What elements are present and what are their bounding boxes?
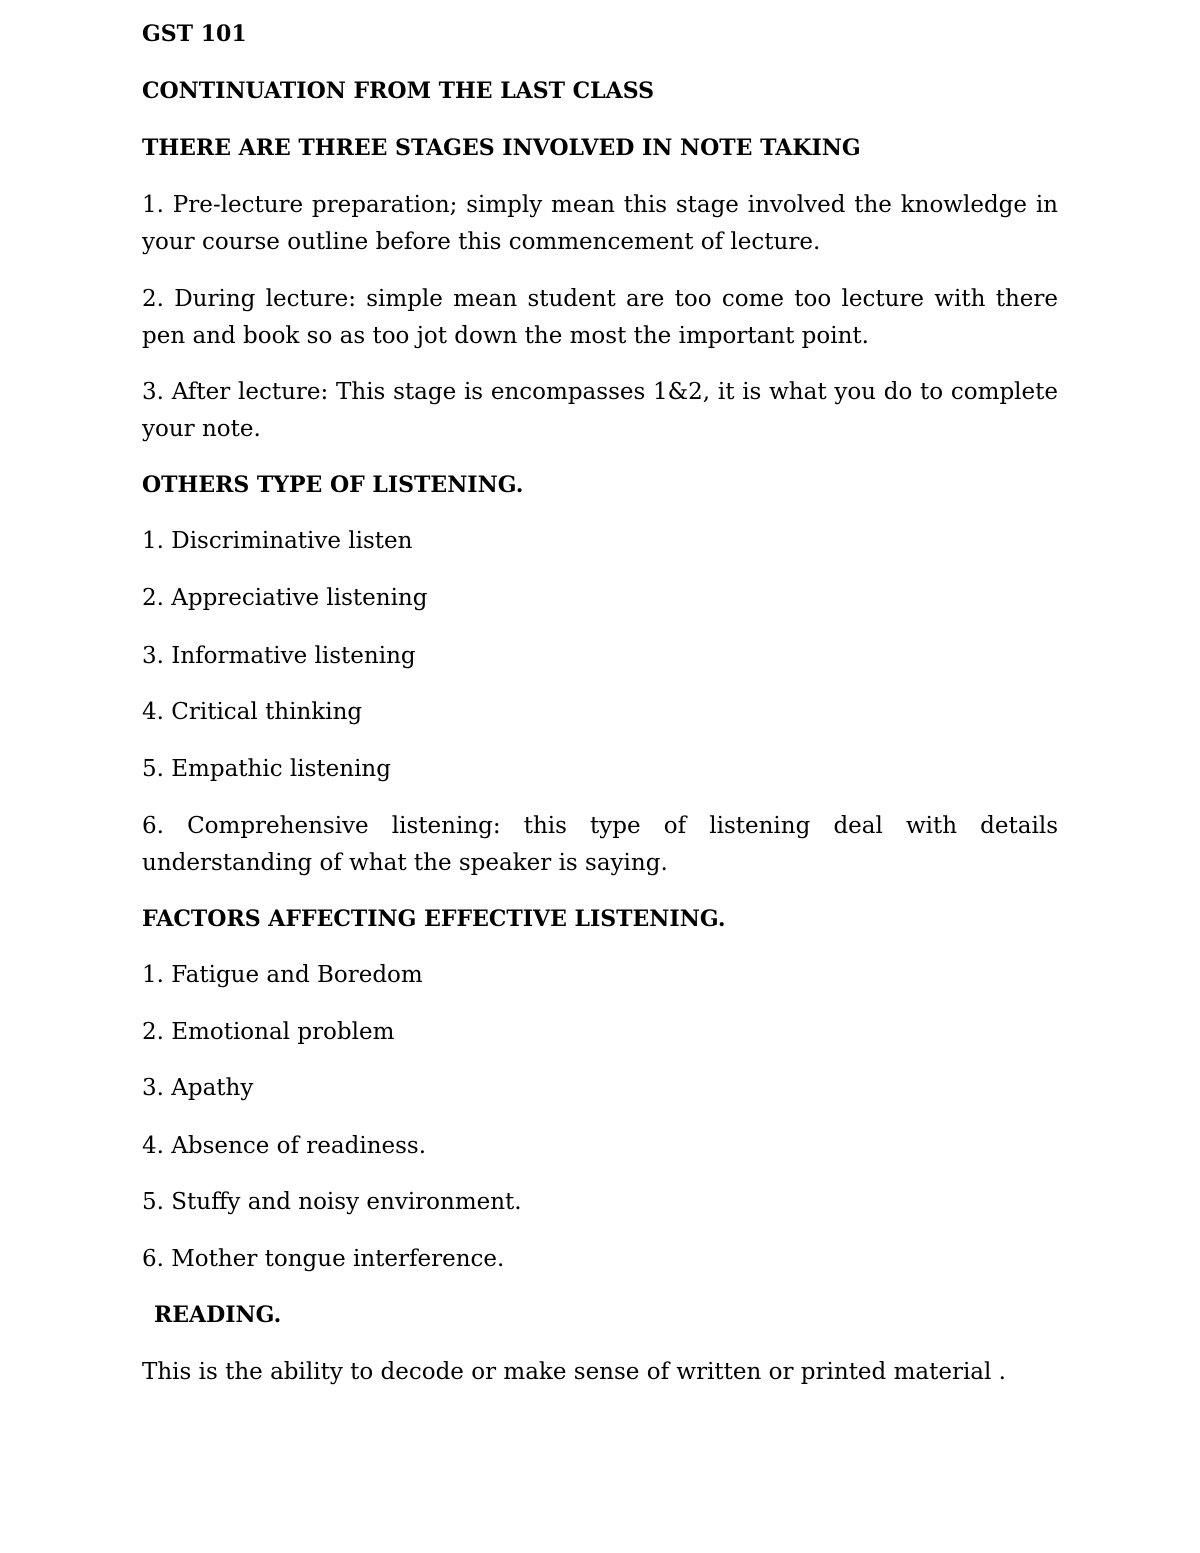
listening-type-item: 4. Critical thinking <box>142 699 363 725</box>
listening-types-heading: OTHERS TYPE OF LISTENING. <box>142 472 524 498</box>
listening-type-comprehensive-line-1: 6. Comprehensive listening: this type of listening deal with details <box>142 813 1058 839</box>
course-code: GST 101 <box>142 21 247 47</box>
factor-item: 4. Absence of readiness. <box>142 1133 427 1159</box>
listening-type-item: 3. Informative listening <box>142 643 416 669</box>
listening-type-item: 5. Empathic listening <box>142 756 391 782</box>
factor-item: 3. Apathy <box>142 1075 254 1101</box>
note-taking-stage-3 <box>142 374 1058 448</box>
factors-heading: FACTORS AFFECTING EFFECTIVE LISTENING. <box>142 906 726 932</box>
listening-type-comprehensive <box>142 808 1058 882</box>
note-taking-stage-1-line-1: 1. Pre-lecture preparation; simply mean this stage involved the knowledge in <box>142 192 1058 218</box>
factor-item: 1. Fatigue and Boredom <box>142 962 423 988</box>
reading-definition: This is the ability to decode or make sense of written or printed material . <box>142 1359 1006 1385</box>
note-taking-stage-3-line-2: your note. <box>142 416 261 442</box>
note-taking-stage-2-line-2: pen and book so as too jot down the most the important point. <box>142 323 869 349</box>
listening-type-comprehensive-line-2: understanding of what the speaker is saying. <box>142 850 668 876</box>
factor-item: 5. Stuffy and noisy environment. <box>142 1189 522 1215</box>
note-taking-stage-2-line-1: 2. During lecture: simple mean student are too come too lecture with there <box>142 286 1058 312</box>
reading-heading: READING. <box>154 1302 282 1328</box>
factor-item: 6. Mother tongue interference. <box>142 1246 505 1272</box>
note-taking-stage-3-line-1: 3. After lecture: This stage is encompasses 1&2, it is what you do to complete <box>142 379 1058 405</box>
note-taking-stage-1-line-2: your course outline before this commencement of lecture. <box>142 229 821 255</box>
note-taking-stage-2 <box>142 281 1058 355</box>
factor-item: 2. Emotional problem <box>142 1019 395 1045</box>
listening-type-item: 2. Appreciative listening <box>142 585 428 611</box>
continuation-heading: CONTINUATION FROM THE LAST CLASS <box>142 78 654 104</box>
note-taking-stage-1 <box>142 187 1058 261</box>
listening-type-item: 1. Discriminative listen <box>142 528 413 554</box>
note-taking-heading: THERE ARE THREE STAGES INVOLVED IN NOTE TAKING <box>142 135 861 161</box>
